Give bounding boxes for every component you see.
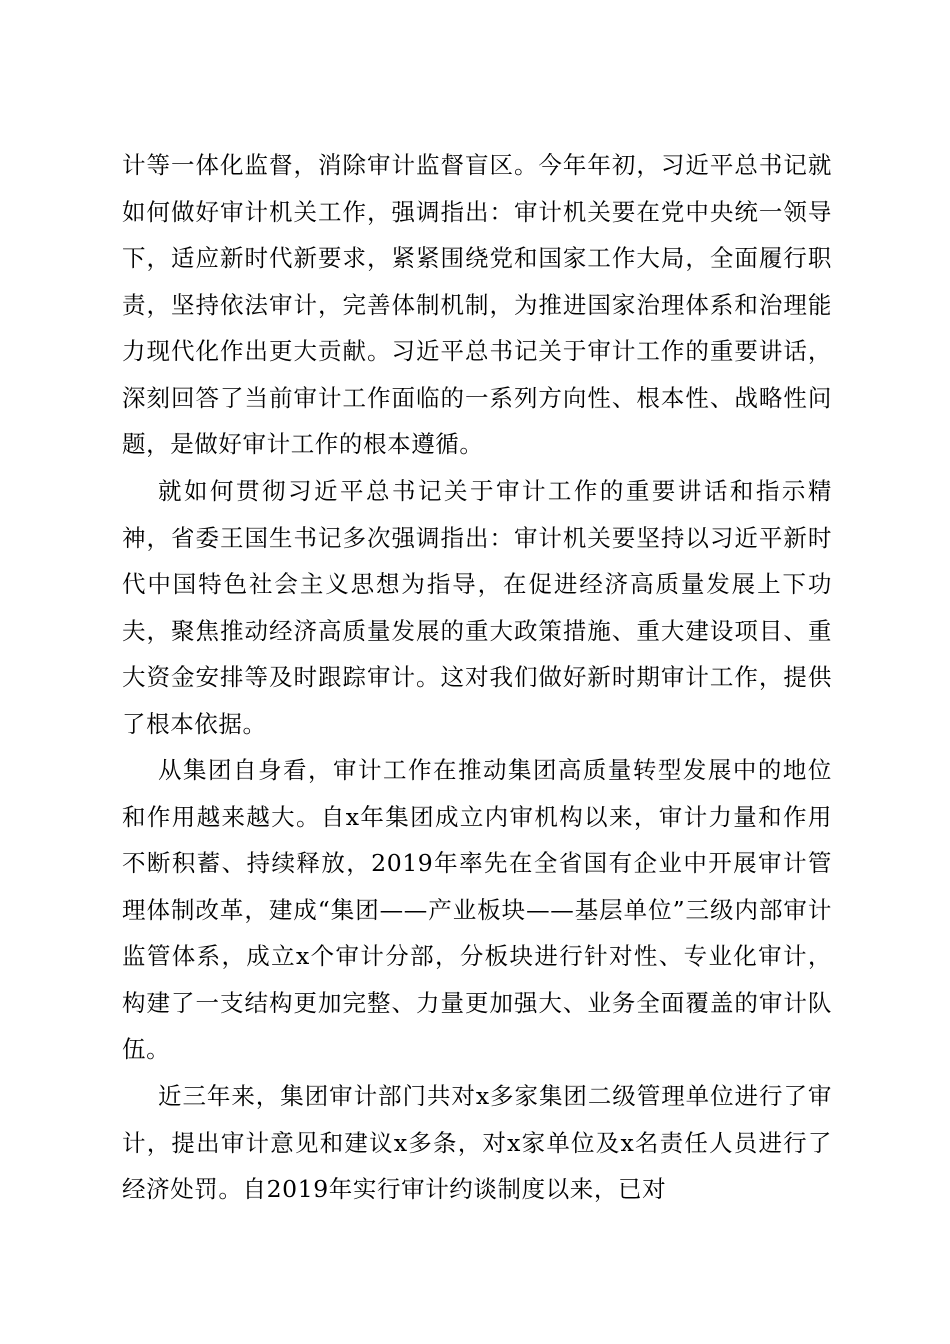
paragraph-1: 计等一体化监督，消除审计监督盲区。今年年初，习近平总书记就如何做好审计机关工作，强调指出：审计机关要在党中央统一领导下，适应新时代新要求，紧紧围绕党和国家工作大局，全面履行职责，坚持依法审计，完善体制机制，为推进国家治理体系和治理能力现代化作出更大贡献。习近平总书记关于审计工作的重要讲话，深刻回答了当前审计工作面临的一系列方向性、根本性、战略性问题，是做好审计工作的根本遵循。 (122, 151, 832, 458)
paragraph-3: 从集团自身看，审计工作在推动集团高质量转型发展中的地位和作用越来越大。自x年集团成立内审机构以来，审计力量和作用不断积蓄、持续释放，2019年率先在全省国有企业中开展审计管理体制改革，建成“集团——产业板块——基层单位”三级内部审计监管体系，成立x个审计分部，分板块进行针对性、专业化审计，构建了一支结构更加完整、力量更加强大、业务全面覆盖的审计队伍。 (122, 756, 832, 1063)
paragraph-4: 近三年来，集团审计部门共对x多家集团二级管理单位进行了审计，提出审计意见和建议x多条，对x家单位及x名责任人员进行了经济处罚。自2019年实行审计约谈制度以来，已对 (122, 1082, 832, 1203)
paragraph-2: 就如何贯彻习近平总书记关于审计工作的重要讲话和指示精神，省委王国生书记多次强调指出：审计机关要坚持以习近平新时代中国特色社会主义思想为指导，在促进经济高质量发展上下功夫，聚焦推动经济高质量发展的重大政策措施、重大建设项目、重大资金安排等及时跟踪审计。这对我们做好新时期审计工作，提供了根本依据。 (122, 477, 832, 738)
